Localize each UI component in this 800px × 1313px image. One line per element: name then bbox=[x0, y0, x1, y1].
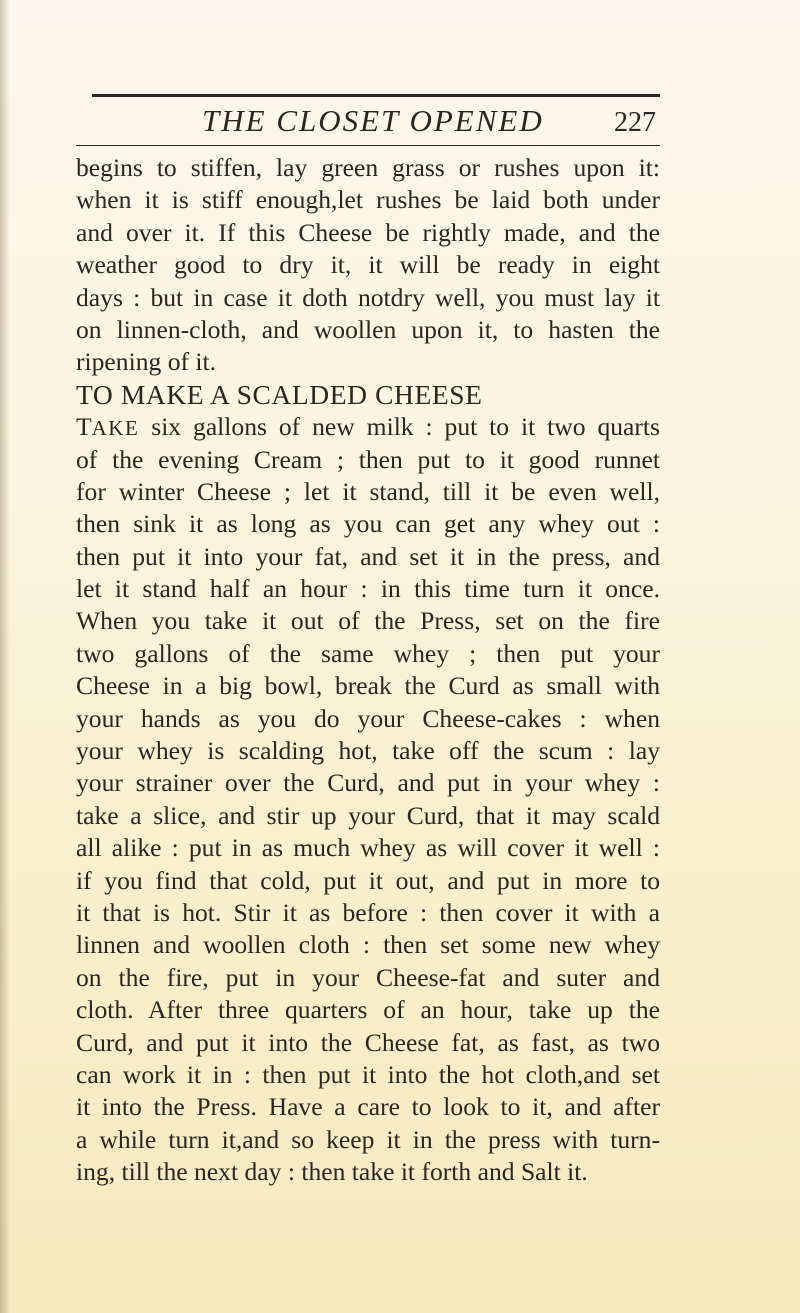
page-edge-shadow bbox=[0, 0, 10, 1313]
text-line: two gallons of the same whey ; then put your bbox=[76, 638, 660, 668]
text-line: let it stand half an hour : in this time turn it once. bbox=[76, 574, 660, 604]
text-line: Curd, and put it into the Cheese fat, as fast, as two bbox=[76, 1027, 660, 1057]
text-line: on linnen-cloth, and woollen upon it, to hasten the bbox=[76, 314, 660, 344]
text-line: when it is stiff enough,let rushes be laid both under bbox=[76, 185, 660, 215]
text-line: days : but in case it doth notdry well, you must lay it bbox=[76, 282, 660, 312]
text-line: cloth. After three quarters of an hour, take up the bbox=[76, 995, 660, 1025]
text-line: weather good to dry it, it will be ready in eight bbox=[76, 250, 660, 280]
text-line: your hands as you do your Cheese-cakes : when bbox=[76, 703, 660, 733]
text-line: can work it in : then put it into the hot cloth,and set bbox=[76, 1059, 660, 1089]
text-line: on the fire, put in your Cheese-fat and suter and bbox=[76, 962, 660, 992]
text-line: linnen and woollen cloth : then set some new whey bbox=[76, 930, 660, 960]
text-line: all alike : put in as much whey as will cover it well : bbox=[76, 833, 660, 863]
text-line: it into the Press. Have a care to look to it, and after bbox=[76, 1092, 660, 1122]
text-line: ing, till the next day : then take it forth and Salt it. bbox=[76, 1157, 588, 1187]
text-line: ripening of it. bbox=[76, 347, 217, 377]
text-line: your whey is scalding hot, take off the scum : lay bbox=[76, 736, 660, 766]
text-line: for winter Cheese ; let it stand, till it be even well, bbox=[76, 476, 660, 506]
header-rule bbox=[76, 145, 660, 146]
text-line: then sink it as long as you can get any whey out : bbox=[76, 509, 660, 539]
text-line: begins to stiffen, lay green grass or rushes upon it: bbox=[76, 153, 660, 182]
text-line: Cheese in a big bowl, break the Curd as small with bbox=[76, 671, 660, 701]
text-line: and over it. If this Cheese be rightly made, and the bbox=[76, 217, 660, 247]
text-line: a while turn it,and so keep it in the press with turn- bbox=[76, 1124, 660, 1154]
body-text bbox=[76, 152, 660, 1189]
text-line: your strainer over the Curd, and put in your whey : bbox=[76, 768, 660, 798]
small-caps-word: AKE bbox=[91, 416, 140, 441]
recipe-first-line bbox=[76, 411, 660, 443]
drop-initial: T bbox=[76, 412, 92, 442]
text-line: if you find that cold, put it out, and put in more to bbox=[76, 865, 660, 895]
text-line: of the evening Cream ; then put to it good runnet bbox=[76, 444, 660, 474]
first-line-rest: six gallons of new milk : put to it two quarts bbox=[139, 412, 660, 442]
text-line: then put it into your fat, and set it in the press, and bbox=[76, 541, 660, 571]
text-line: take a slice, and stir up your Curd, that it may scald bbox=[76, 800, 660, 830]
top-rule bbox=[92, 94, 660, 97]
text-line: it that is hot. Stir it as before : then cover it with a bbox=[76, 897, 660, 927]
running-title: THE CLOSET OPENED bbox=[202, 103, 544, 138]
recipe-title: TO MAKE A SCALDED CHEESE bbox=[76, 378, 483, 410]
page-number: 227 bbox=[614, 107, 656, 138]
text-line: When you take it out of the Press, set on the fire bbox=[76, 606, 660, 636]
